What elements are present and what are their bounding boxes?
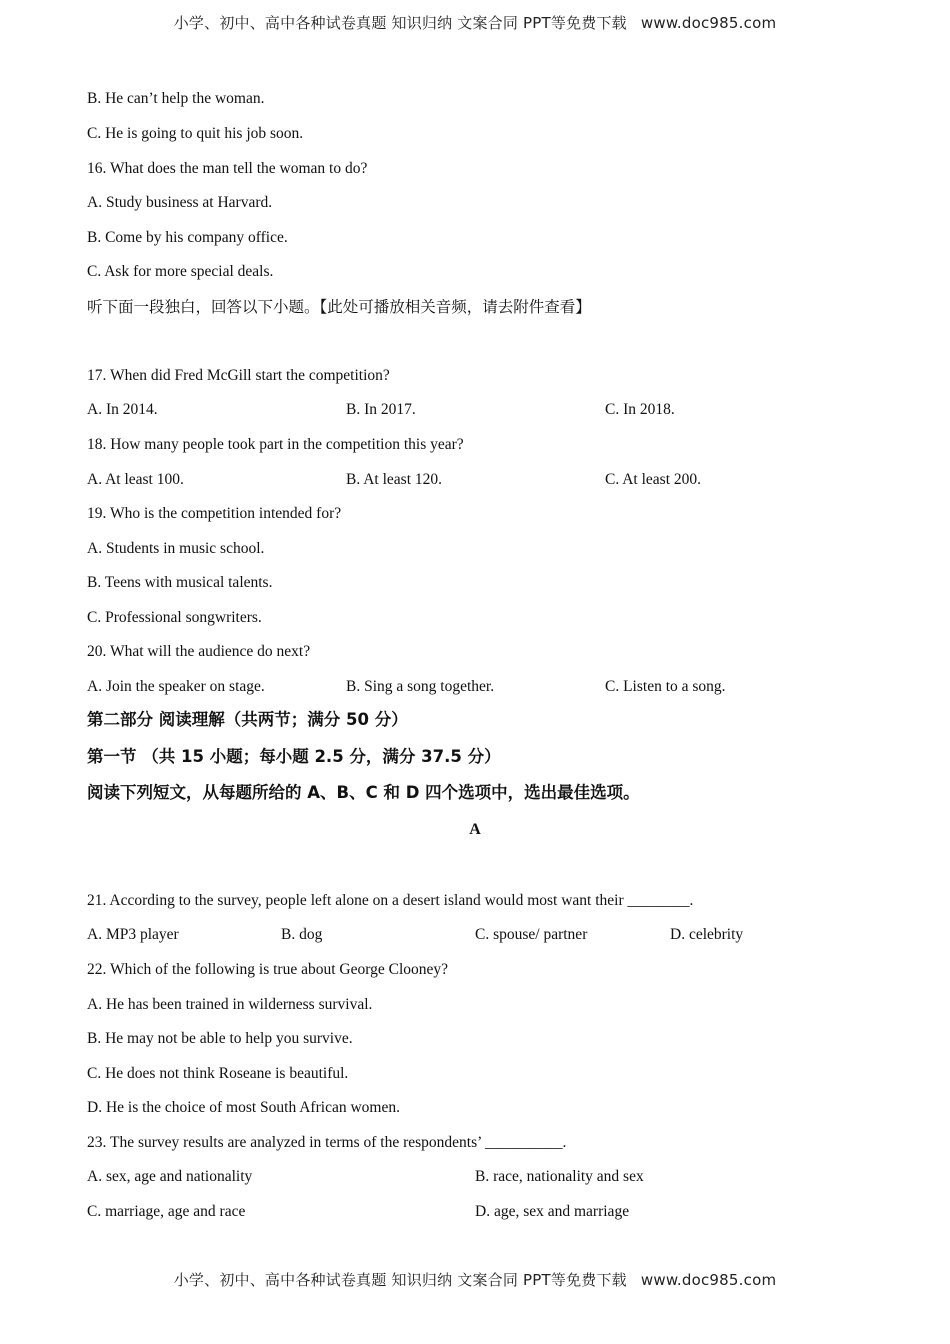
option-d: D. celebrity bbox=[670, 926, 744, 943]
option-a: A. Join the speaker on stage. bbox=[87, 678, 265, 695]
options-row-23b bbox=[87, 1202, 867, 1222]
option-c: C. marriage, age and race bbox=[87, 1203, 246, 1220]
option-c: C. spouse/ partner bbox=[475, 926, 588, 943]
footer-banner bbox=[0, 1269, 950, 1290]
question-16: 16. What does the man tell the woman to do? bbox=[87, 160, 368, 177]
banner-site-link[interactable]: www.doc985.com bbox=[640, 1271, 777, 1289]
question-20: 20. What will the audience do next? bbox=[87, 643, 311, 660]
option-b: B. At least 120. bbox=[346, 471, 443, 488]
option-line: B. He can’t help the woman. bbox=[87, 90, 265, 107]
option-a: A. sex, age and nationality bbox=[87, 1168, 253, 1185]
question-17: 17. When did Fred McGill start the competition? bbox=[87, 367, 390, 384]
option-d: D. age, sex and marriage bbox=[475, 1203, 630, 1220]
part-two-heading: 第二部分 阅读理解（共两节；满分 50 分） bbox=[87, 710, 408, 729]
option-a: A. At least 100. bbox=[87, 471, 184, 488]
option-line: C. Ask for more special deals. bbox=[87, 263, 274, 280]
option-line: C. He is going to quit his job soon. bbox=[87, 125, 304, 142]
option-b: B. race, nationality and sex bbox=[475, 1168, 644, 1185]
reading-instruction: 阅读下列短文，从每题所给的 A、B、C 和 D 四个选项中，选出最佳选项。 bbox=[87, 783, 640, 802]
options-row-20 bbox=[87, 677, 867, 697]
option-c: C. Listen to a song. bbox=[605, 678, 726, 695]
option-line: A. Students in music school. bbox=[87, 540, 265, 557]
option-line: C. He does not think Roseane is beautiful. bbox=[87, 1065, 349, 1082]
option-line: A. He has been trained in wilderness survival. bbox=[87, 996, 373, 1013]
options-row-23a bbox=[87, 1167, 867, 1187]
section-one-heading: 第一节 （共 15 小题；每小题 2.5 分，满分 37.5 分） bbox=[87, 747, 501, 766]
option-line: D. He is the choice of most South African women. bbox=[87, 1099, 400, 1116]
option-b: B. Sing a song together. bbox=[346, 678, 495, 695]
option-line: C. Professional songwriters. bbox=[87, 609, 262, 626]
option-line: B. He may not be able to help you survive. bbox=[87, 1030, 353, 1047]
passage-label: A bbox=[469, 821, 481, 838]
options-row-21 bbox=[87, 925, 867, 945]
option-c: C. In 2018. bbox=[605, 401, 675, 418]
banner-text: 小学、初中、高中各种试卷真题 知识归纳 文案合同 PPT等免费下载 bbox=[173, 1271, 627, 1289]
header-banner bbox=[0, 12, 950, 33]
question-18: 18. How many people took part in the competition this year? bbox=[87, 436, 464, 453]
listening-instruction: 听下面一段独白，回答以下小题。【此处可播放相关音频，请去附件查看】 bbox=[87, 298, 591, 316]
option-a: A. In 2014. bbox=[87, 401, 158, 418]
options-row-18 bbox=[87, 470, 867, 490]
option-c: C. At least 200. bbox=[605, 471, 702, 488]
question-21: 21. According to the survey, people left alone on a desert island would most want their ________. bbox=[87, 892, 694, 909]
option-line: B. Come by his company office. bbox=[87, 229, 288, 246]
question-19: 19. Who is the competition intended for? bbox=[87, 505, 342, 522]
option-line: B. Teens with musical talents. bbox=[87, 574, 273, 591]
question-23: 23. The survey results are analyzed in terms of the respondents’ __________. bbox=[87, 1134, 567, 1151]
banner-text: 小学、初中、高中各种试卷真题 知识归纳 文案合同 PPT等免费下载 bbox=[173, 14, 627, 32]
question-22: 22. Which of the following is true about George Clooney? bbox=[87, 961, 449, 978]
options-row-17 bbox=[87, 400, 867, 420]
option-b: B. In 2017. bbox=[346, 401, 416, 418]
option-b: B. dog bbox=[281, 926, 323, 943]
banner-site-link[interactable]: www.doc985.com bbox=[640, 14, 777, 32]
option-a: A. MP3 player bbox=[87, 926, 179, 943]
option-line: A. Study business at Harvard. bbox=[87, 194, 273, 211]
